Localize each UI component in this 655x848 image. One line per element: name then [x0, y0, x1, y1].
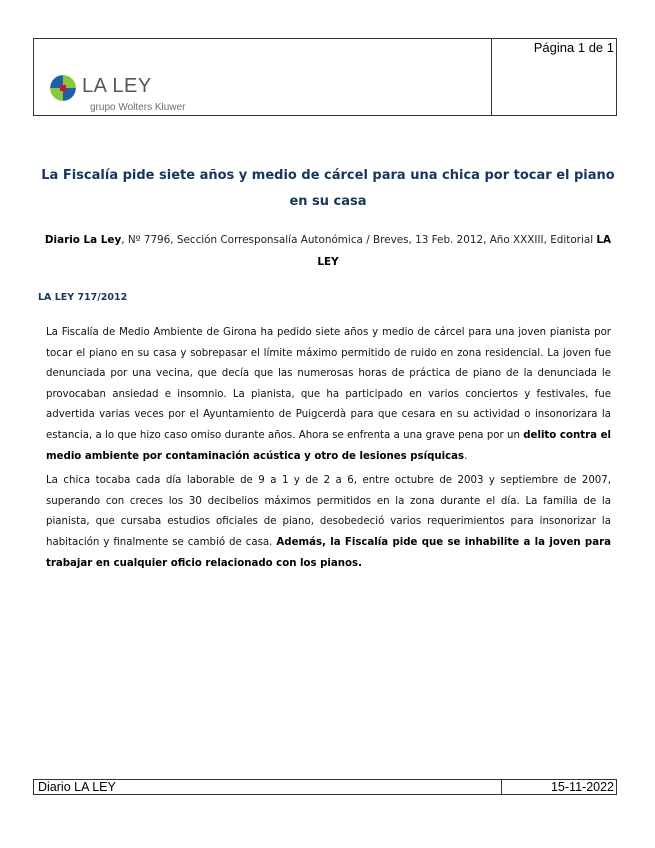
paragraph-1 — [46, 323, 611, 467]
globe-logo-icon — [49, 74, 77, 102]
article-title: La Fiscalía pide siete años y medio de cárcel para una chica por tocar el piano en su casa — [41, 168, 615, 209]
article-reference: LA LEY 717/2012 — [38, 292, 128, 303]
page-number: Página 1 de 1 — [533, 40, 614, 55]
citation-publisher: LA LEY — [317, 234, 612, 268]
paragraph-2-text: La chica tocaba cada día laborable de 9 a 1 y de 2 a 6, entre octubre de 2003 y septiembre de 2007, superando con creces los 30 decibelios máximos permitidos en la zona durante el día. La familia de la pianista, que cursaba estudios oficiales de piano, desobedeció varios requerimientos para insonorizar la habitación y finalmente se cambió de casa. — [46, 475, 611, 548]
citation-source: Diario La Ley — [44, 234, 122, 246]
logo-name: LA LEY — [82, 75, 152, 97]
citation-details: , Nº 7796, Sección Corresponsalía Autonómica / Breves, 13 Feb. 2012, Año XXXIII, Editorial — [121, 234, 597, 246]
logo-group: grupo Wolters Kluwer — [90, 102, 186, 113]
footer-source: Diario LA LEY — [38, 780, 116, 794]
paragraph-2-bold: Además, la Fiscalía pide que se inhabilite a la joven para trabajar en cualquier oficio relacionado con los pianos. — [46, 536, 611, 569]
paragraph-1-bold: delito contra el medio ambiente por contaminación acústica y otro de lesiones psíquicas — [46, 429, 611, 462]
footer-date: 15-11-2022 — [550, 780, 614, 794]
paragraph-1-end: . — [464, 450, 468, 462]
article-citation — [40, 229, 616, 273]
article-body — [46, 323, 611, 578]
paragraph-1-text: La Fiscalía de Medio Ambiente de Girona ha pedido siete años y medio de cárcel para una joven pianista por tocar el piano en su casa y sobrepasar el límite máximo permitido de ruido en zona residencial. La joven fue denunciada por una vecina, que decía que las numerosas horas de práctica de piano de la denunciada le provocaban ansiedad e insomnio. La pianista, que ha participado en varios conciertos y festivales, fue advertida varias veces por el Ayuntamiento de Puigcerdà para que cesara en su actividad o insonorizara la estancia, a lo que hizo caso omiso durante años. Ahora se enfrenta a una grave pena por un — [46, 327, 611, 441]
paragraph-2 — [46, 471, 611, 574]
